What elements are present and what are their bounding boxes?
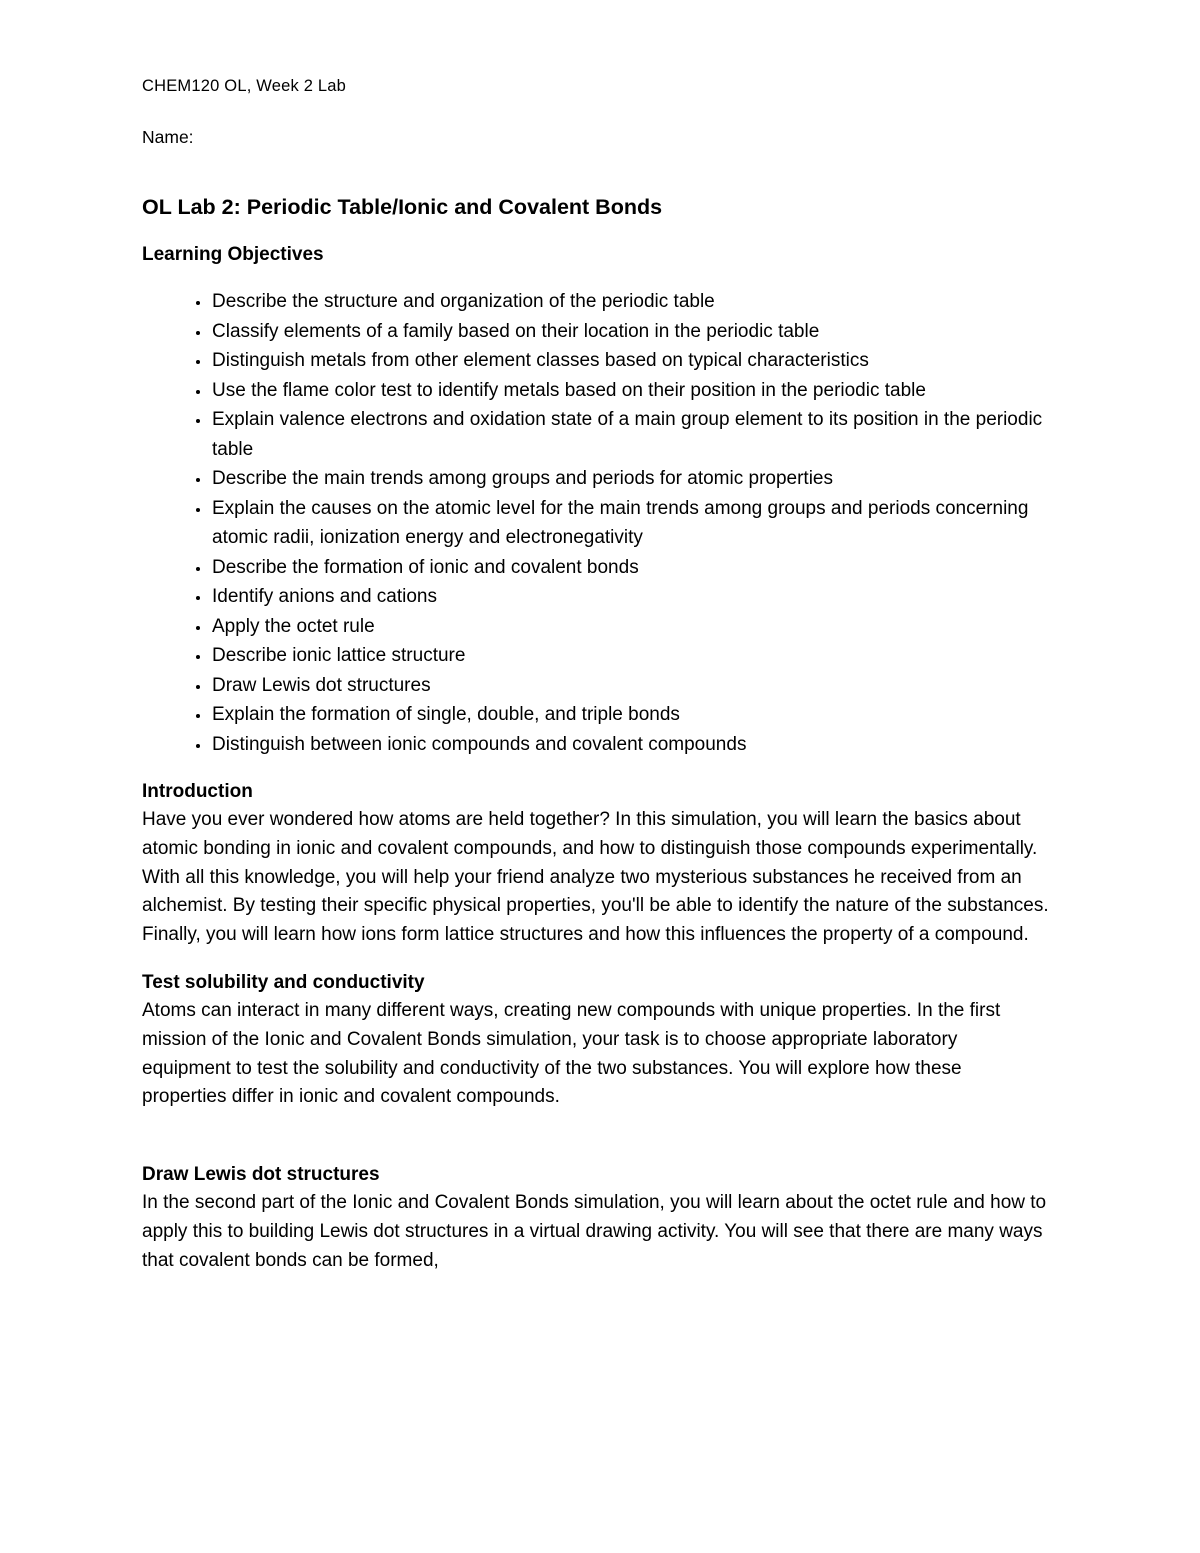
objective-item: • Explain valence electrons and oxidation state of a main group element to its position in the periodic table (211, 405, 1050, 464)
objective-item: • Explain the formation of single, double, and triple bonds (211, 700, 1050, 730)
objective-item: • Distinguish between ionic compounds and covalent compounds (211, 730, 1050, 760)
draw-lewis-section (142, 1160, 1050, 1275)
objective-item: • Classify elements of a family based on their location in the periodic table (211, 317, 1050, 347)
draw-lewis-heading: Draw Lewis dot structures (142, 1164, 380, 1186)
objective-item: • Explain the causes on the atomic level for the main trends among groups and periods concerning atomic radii, ionization energy and electronegativity (211, 494, 1050, 553)
document-title: OL Lab 2: Periodic Table/Ionic and Covalent Bonds (142, 195, 663, 219)
objective-item: • Distinguish metals from other element classes based on typical characteristics (211, 346, 1050, 376)
objective-item: • Describe the formation of ionic and covalent bonds (211, 553, 1050, 583)
document-header: CHEM120 OL, Week 2 Lab (142, 77, 347, 95)
objective-item: • Describe ionic lattice structure (211, 641, 1050, 671)
draw-lewis-body: In the second part of the Ionic and Covalent Bonds simulation, you will learn about the octet rule and how to apply this to building Lewis dot structures in a virtual drawing activity. You will see that there are many ways that covalent bonds can be formed, (142, 1192, 1047, 1271)
test-solubility-heading: Test solubility and conductivity (142, 971, 425, 993)
name-label: Name: (142, 127, 194, 147)
objective-item: • Describe the structure and organization of the periodic table (211, 287, 1050, 317)
introduction-body: Have you ever wondered how atoms are held together? In this simulation, you will learn the basics about atomic bonding in ionic and covalent compounds, and how to distinguish those compounds experimentally. With all this knowledge, you will help your friend analyze two mysterious substances he received from an alchemist. By testing their specific physical properties, you'll be able to identify the nature of the substances. Finally, you will learn how ions form lattice structures and how this influences the property of a compound. (142, 809, 1049, 946)
objective-item: • Apply the octet rule (211, 612, 1050, 642)
introduction-section (142, 777, 1050, 950)
test-solubility-body: Atoms can interact in many different ways, creating new compounds with unique properties. In the first mission of the Ionic and Covalent Bonds simulation, your task is to choose appropriate laboratory equipment to test the solubility and conductivity of the two substances. You will explore how these properties differ in ionic and covalent compounds. (142, 999, 1001, 1108)
learning-objectives-list (142, 287, 1050, 759)
objective-item: • Describe the main trends among groups and periods for atomic properties (211, 464, 1050, 494)
test-solubility-section (142, 968, 1050, 1112)
introduction-heading: Introduction (142, 781, 253, 802)
objective-item: • Draw Lewis dot structures (211, 671, 1050, 701)
learning-objectives-heading: Learning Objectives (142, 244, 324, 265)
objective-item: • Use the flame color test to identify metals based on their position in the periodic table (211, 376, 1050, 406)
objective-item: • Identify anions and cations (211, 582, 1050, 612)
